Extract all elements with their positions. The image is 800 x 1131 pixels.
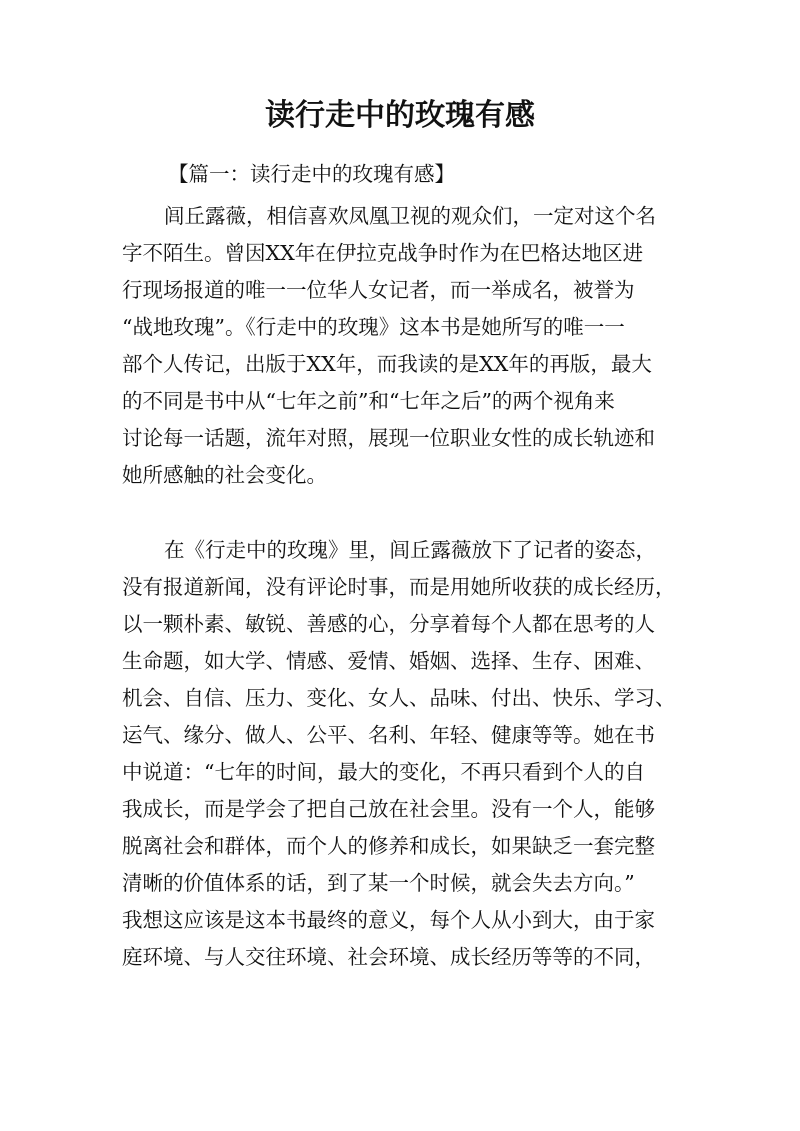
paragraph-line: “战地玫瑰”。《行走中的玫瑰》这本书是她所写的唯一一 <box>122 315 625 339</box>
paragraph-line: 的不同是书中从“七年之前”和“七年之后”的两个视角来 <box>122 389 615 413</box>
paragraph-line: 她所感触的社会变化。 <box>122 463 327 487</box>
paragraph-line: 没有报道新闻，没有评论时事，而是用她所收获的成长经历， <box>122 575 676 599</box>
paragraph-line: 中说道：“七年的时间，最大的变化，不再只看到个人的自 <box>122 760 645 784</box>
paragraph-line: 字不陌生。曾因XX年在伊拉克战争时作为在巴格达地区进 <box>122 241 644 265</box>
paragraph-line: 讨论每一话题，流年对照，展现一位职业女性的成长轨迹和 <box>122 426 655 450</box>
paragraph-line: 清晰的价值体系的话，到了某一个时候，就会失去方向。” <box>122 871 635 895</box>
paragraph-line: 我想这应该是这本书最终的意义，每个人从小到大，由于家 <box>122 908 655 932</box>
paragraph-line: 我成长，而是学会了把自己放在社会里。没有一个人，能够 <box>122 797 655 821</box>
paragraph-line: 运气、缘分、做人、公平、名利、年轻、健康等等。她在书 <box>122 723 655 747</box>
paragraph-line: 在《行走中的玫瑰》里，闾丘露薇放下了记者的姿态， <box>164 538 656 562</box>
paragraph-1 <box>122 198 682 494</box>
document-title: 读行走中的玫瑰有感 <box>265 98 535 133</box>
paragraph-line: 闾丘露薇，相信喜欢凤凰卫视的观众们，一定对这个名 <box>164 204 656 228</box>
paragraph-line: 生命题，如大学、情感、爱情、婚姻、选择、生存、困难、 <box>122 649 655 673</box>
paragraph-line: 行现场报道的唯一一位华人女记者，而一举成名，被誉为 <box>122 278 635 302</box>
paragraph-line: 以一颗朴素、敏锐、善感的心，分享着每个人都在思考的人 <box>122 612 655 636</box>
paragraph-line: 庭环境、与人交往环境、社会环境、成长经历等等的不同， <box>122 945 655 969</box>
paragraph-line: 机会、自信、压力、变化、女人、品味、付出、快乐、学习、 <box>122 686 676 710</box>
paragraph-line: 部个人传记，出版于XX年，而我读的是XX年的再版，最大 <box>122 352 652 376</box>
section-heading: 【篇一：读行走中的玫瑰有感】 <box>168 162 455 186</box>
paragraph-2 <box>122 532 682 976</box>
paragraph-line: 脱离社会和群体，而个人的修养和成长，如果缺乏一套完整 <box>122 834 655 858</box>
